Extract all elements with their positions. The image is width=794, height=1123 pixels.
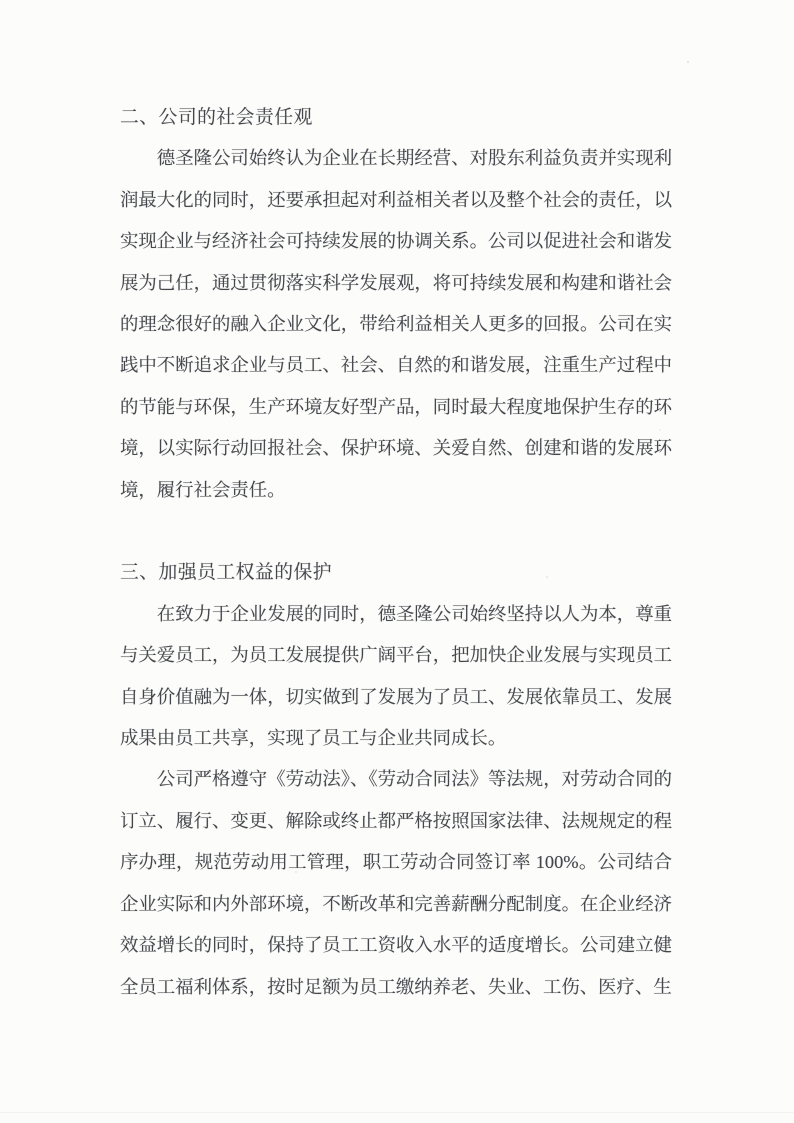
paragraph-employee-rights-1: 在致力于企业发展的同时，德圣隆公司始终坚持以人为本，尊重与关爱员工，为员工发展提供广阔平台，把加快企业发展与实现员工自身价值融为一体，切实做到了发展为了员工、发展依靠员工、发展成果由员工共享，实现了员工与企业共同成长。 — [120, 603, 672, 749]
paragraph-employee-rights-2: 公司严格遵守《劳动法》、《劳动合同法》等法规，对劳动合同的订立、履行、变更、解除或终止都严格按照国家法律、法规规定的程序办理，规范劳动用工管理，职工劳动合同签订率 100%。公司结合企业实际和内外部环境，不断改革和完善薪酬分配制度。在企业经济效益增长的同时，保持了员工工资收入水平的适度增长。公司建立健全员工福利体系，按时足额为员工缴纳养老、失业、工伤、医疗、生 — [120, 769, 672, 997]
paragraph-social-responsibility: 德圣隆公司始终认为企业在长期经营、对股东利益负责并实现利润最大化的同时，还要承担起对利益相关者以及整个社会的责任，以实现企业与经济社会可持续发展的协调关系。公司以促进社会和谐发展为己任，通过贯彻落实科学发展观，将可持续发展和构建和谐社会的理念很好的融入企业文化，带给利益相关人更多的回报。公司在实践中不断追求企业与员工、社会、自然的和谐发展，注重生产过程中的节能与环保，生产环境友好型产品，同时最大程度地保护生存的环境，以实际行动回报社会、保护环境、关爱自然、创建和谐的发展环境，履行社会责任。 — [120, 148, 672, 500]
section-heading-social-responsibility: 二、公司的社会责任观 — [120, 107, 313, 128]
section-heading-employee-rights: 三、加强员工权益的保护 — [120, 562, 333, 584]
document-content — [120, 97, 672, 1008]
